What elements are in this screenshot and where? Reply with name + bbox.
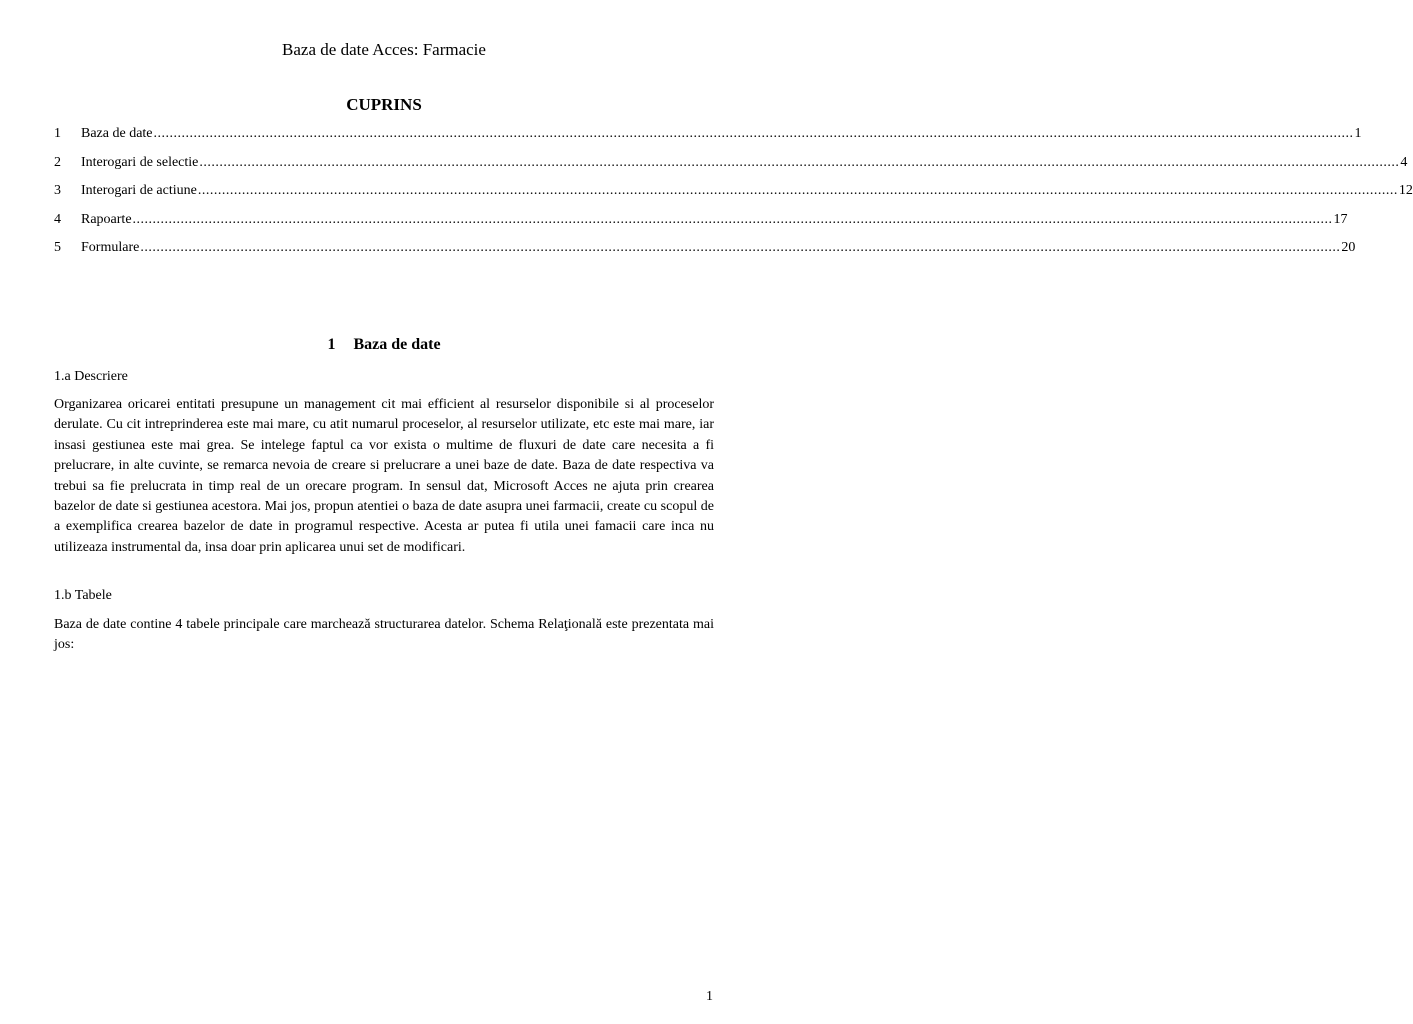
toc-entry-page: 20 xyxy=(1341,240,1356,255)
toc-entry-page: 12 xyxy=(1398,183,1413,198)
paragraph-tabele: Baza de date contine 4 tabele principale care marchează structurarea datelor. Schema Relaţională este prezentata mai jos: xyxy=(54,617,714,653)
subheading-descriere: 1.a Descriere xyxy=(54,369,128,384)
toc-entry-number: 5 xyxy=(54,240,61,255)
toc-entry[interactable] xyxy=(54,211,1348,241)
section-number: 1 xyxy=(327,336,336,353)
table-of-contents xyxy=(54,126,1413,269)
toc-leader-dots: ............................................................................................................................................................................................................................................................................................................ xyxy=(153,126,1354,141)
section-title: Baza de date xyxy=(353,336,441,353)
toc-leader-dots: ............................................................................................................................................................................................................................................................................................................ xyxy=(199,154,1400,170)
toc-entry-label: Baza de date xyxy=(81,126,153,141)
toc-entry-label: Interogari de actiune xyxy=(81,183,197,198)
toc-leader-dots: ............................................................................................................................................................................................................................................................................................................ xyxy=(197,183,1398,198)
toc-entry-page: 1 xyxy=(1354,126,1362,141)
toc-heading: CUPRINS xyxy=(346,95,422,114)
toc-leader-dots: ............................................................................................................................................................................................................................................................................................................ xyxy=(132,211,1333,227)
toc-entry-number: 1 xyxy=(54,126,61,141)
page-number: 1 xyxy=(706,989,713,1004)
toc-entry-number: 2 xyxy=(54,154,61,170)
toc-leader-dots: ............................................................................................................................................................................................................................................................................................................ xyxy=(140,240,1341,255)
toc-entry[interactable] xyxy=(54,183,1413,212)
section-heading xyxy=(0,336,768,354)
toc-entry-label: Interogari de selectie xyxy=(81,154,199,170)
toc-entry-page: 4 xyxy=(1400,154,1408,170)
toc-entry[interactable] xyxy=(54,240,1356,269)
toc-entry[interactable] xyxy=(54,126,1362,155)
paragraph-descriere: Organizarea oricarei entitati presupune un management cit mai efficient al resurselor disponibile si al proceselor derulate. Cu cit intreprinderea este mai mare, cu atit numarul proceselor, al resurselor utilizate, etc este mai mare, iar insasi gestiunea este mai grea. Se intelege faptul ca vor exista o multime de fluxuri de date care necesita a fi prelucrare, in alte cuvinte, se remarca nevoia de creare si prelucrare a unei baze de date. Baza de date respectiva va trebui sa fie prelucrata in timp real de un orecare program. In sensul dat, Microsoft Acces ne ajuta prin crearea bazelor de date si gestiunea acestora. Mai jos, propun atentiei o baza de date asupra unei farmacii, create cu scopul de a exemplifica crearea bazelor de date in programul respective. Acesta ar putea fi utila unei famacii care inca nu utilizeaza instrumental da, insa doar prin aplicarea unui set de modificari. xyxy=(54,397,714,555)
toc-entry-page: 17 xyxy=(1333,211,1348,227)
toc-entry[interactable] xyxy=(54,154,1408,184)
subheading-tabele: 1.b Tabele xyxy=(54,588,112,603)
document-title: Baza de date Acces: Farmacie xyxy=(282,40,486,59)
toc-entry-number: 3 xyxy=(54,183,61,198)
toc-entry-number: 4 xyxy=(54,211,61,227)
toc-entry-label: Rapoarte xyxy=(81,211,132,227)
toc-entry-label: Formulare xyxy=(81,240,140,255)
